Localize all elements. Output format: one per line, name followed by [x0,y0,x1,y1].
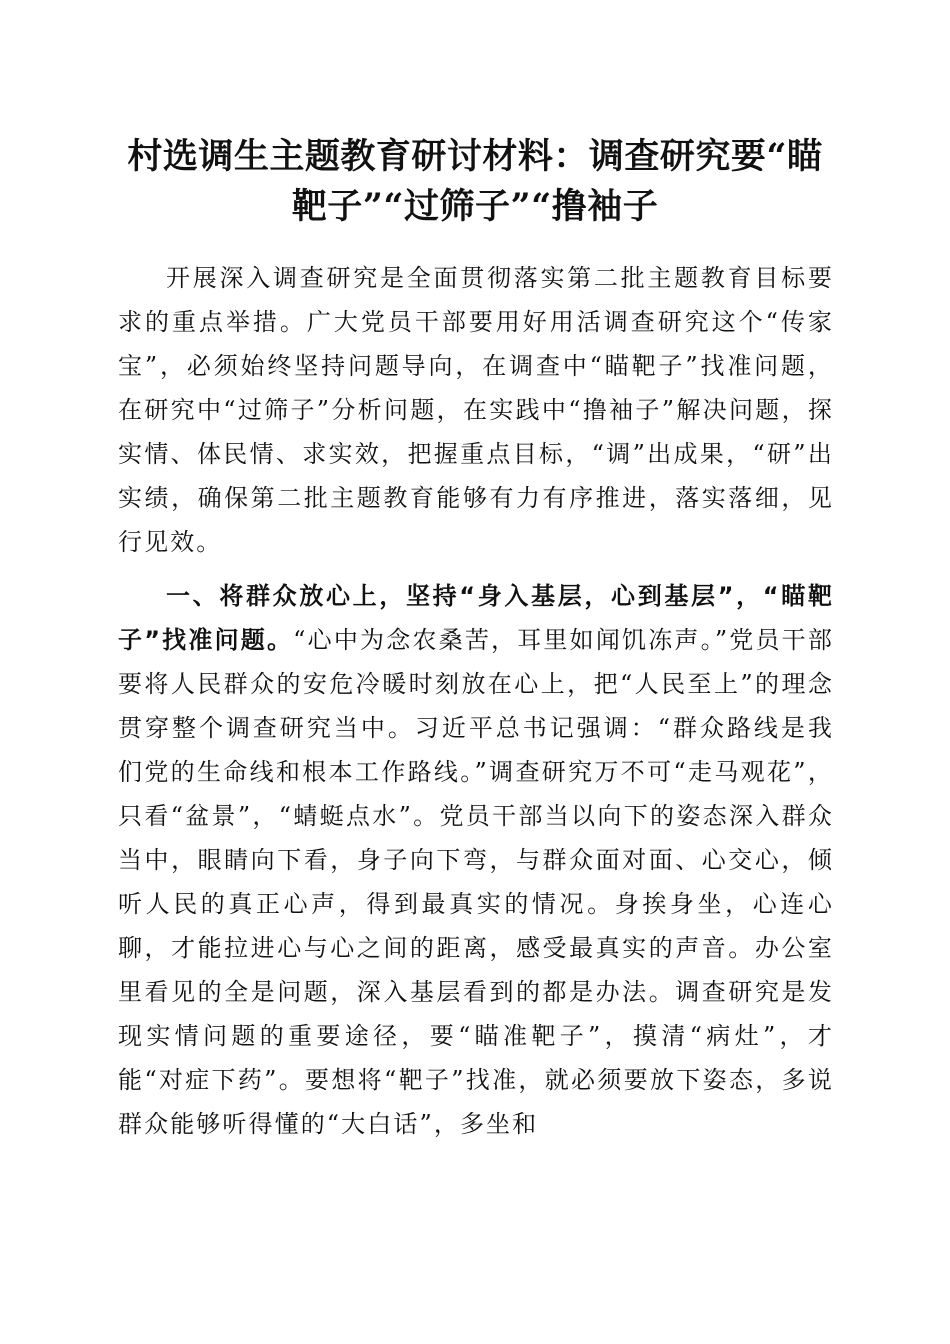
paragraph-intro [118,256,834,564]
document-title: 村选调生主题教育研讨材料：调查研究要“瞄靶子”“过筛子”“撸袖子 [127,136,823,227]
document-body [118,256,834,1156]
section-one-heading: 一、将群众放心上，坚持“身入基层，心到基层”，“瞄靶子”找准问题。 [118,582,834,654]
section-one-text: “心中为念农桑苦，耳里如闻饥冻声。”党员干部要将人民群众的安危冷暖时刻放在心上，把“人民至上”的理念贯穿整个调查研究当中。习近平总书记强调：“群众路线是我们党的生命线和根本工作路线。”调查研究万不可“走马观花”，只看“盆景”，“蜻蜓点水”。党员干部当以向下的姿态深入群众当中，眼睛向下看，身子向下弯，与群众面对面、心交心，倾听人民的真正心声，得到最真实的情况。身挨身坐，心连心聊，才能拉进心与心之间的距离，感受最真实的声音。办公室里看见的全是问题，深入基层看到的都是办法。调查研究是发现实情问题的重要途径，要“瞄准靶子”，摸清“病灶”，才能“对症下药”。要想将“靶子”找准，就必须要放下姿态，多说群众能够听得懂的“大白话”，多坐和 [118,626,834,1138]
paragraph-intro-text: 开展深入调查研究是全面贯彻落实第二批主题教育目标要求的重点举措。广大党员干部要用好用活调查研究这个“传家宝”，必须始终坚持问题导向，在调查中“瞄靶子”找准问题，在研究中“过筛子”分析问题，在实践中“撸袖子”解决问题，探实情、体民情、求实效，把握重点目标，“调”出成果，“研”出实绩，确保第二批主题教育能够有力有序推进，落实落细，见行见效。 [118,264,834,556]
paragraph-section-one [118,574,834,1146]
